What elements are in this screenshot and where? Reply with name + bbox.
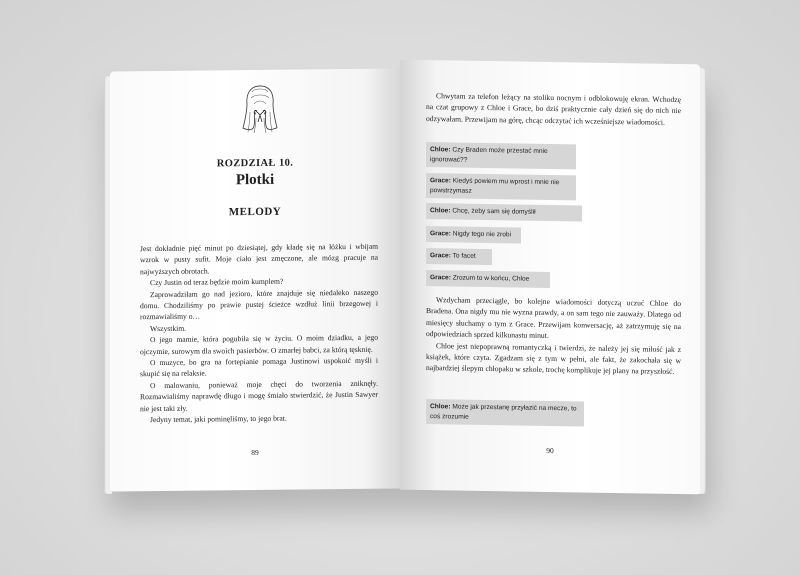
chat-sender: Chloe: [430, 403, 451, 411]
paragraph: Wzdycham przeciągle, bo kolejne wiadomości dotyczą uczuć Chloe do Bradena. Ona nigdy mu nie wyzna prawdy, a on sam tego nie zauważy. Dlatego od miesięcy słuchamy o tym z Grace. Przewijam konwersację, aż zatrzymuję się na odpowiedziach sprzed kilkunastu minut. [426, 295, 681, 341]
chat-text: Zrozum to w końcu, Chloe [452, 274, 530, 283]
chat-text: Czy Braden może przestać mnie ignorować?? [430, 146, 548, 164]
paragraph: Czy Justin od teraz będzie moim kumplem? [150, 276, 284, 288]
chapter-number: ROZDZIAŁ 10. [216, 157, 294, 170]
chat-message [426, 142, 576, 169]
chat-sender: Chloe: [430, 146, 451, 154]
chat-sender: Chloe: [430, 207, 451, 215]
chat-message [426, 399, 584, 426]
chat-text: Może jak przestanę przyłazić na mecze, to coś zrozumie [430, 403, 577, 421]
narrator-name: MELODY [228, 205, 282, 219]
paragraph: Zaprowadziłam go nad jezioro, które znajduje się niedaleko naszego domu. Chodziliśmy po prawie pustej ścieżce wzdłuż linii brzegowej i rozmawialiśmy o… [140, 287, 378, 322]
paragraph: Chwytam za telefon leżący na stoliku nocnym i odblokowuję ekran. Wchodzę na czat grupowy z Chloe i Grace, bo dziś praktycznie cały dzień się do nich nie odzywałam. Przewijam na górę, chcąc odczytać ich wcześniejsze wiadomości. [426, 91, 681, 127]
right-page-intro [426, 90, 681, 128]
left-page-body [140, 241, 378, 426]
chat-sender: Grace: [430, 252, 451, 260]
chapter-title: Plotki [235, 171, 275, 189]
paragraph: O malowaniu, ponieważ moje chęci do tworzenia zniknęły. Rozmawialiśmy naprawdę długo i mogę śmiało stwierdzić, że Justin Sawyer nie jest taki zły. [140, 378, 378, 413]
chat-text: Nigdy tego nie zrobi [452, 230, 512, 239]
paragraph: Jedyny temat, jaki pominęliśmy, to jego brat. [150, 413, 287, 425]
paragraph: Chloe jest niepoprawną romantyczką i twierdzi, że należy jej się miłość jak z książek, które czyta. Zgadzam się z tym w pełni, ale fakt, że zakochała się w najbardziej ślepym chłopaku w szkole, trochę komplikuje jej plany na przyszłość. [426, 340, 681, 377]
chat-message [426, 226, 521, 243]
chat-message [426, 173, 576, 200]
paragraph: O jego mamie, która pogubiła się w życiu. O moim dziadku, a jego ojczymie, surowym dla swoich pasierbów. O zmarłej babci, za którą tęsknię. [140, 332, 378, 356]
open-book [95, 70, 715, 500]
paragraph: O muzyce, bo gra na fortepianie pomaga Justinowi uspokoić myśli i skupić się na relaksie. [140, 355, 378, 379]
chat-text: Chcę, żeby sam się domyślił [452, 207, 536, 216]
chat-text: To facet [452, 252, 476, 260]
chat-text: Kiedyś powiem mu wprost i mnie nie powstrzymasz [430, 177, 560, 195]
chat-message [426, 203, 582, 221]
girl-head-illustration-icon [240, 82, 280, 134]
right-page [400, 60, 700, 495]
page-number-right: 90 [546, 445, 554, 456]
chat-message [426, 270, 550, 287]
chat-sender: Grace: [430, 177, 451, 185]
right-page-middle [426, 294, 681, 378]
left-page [110, 68, 400, 491]
chat-sender: Grace: [430, 274, 451, 282]
chat-sender: Grace: [430, 230, 451, 238]
chat-message [426, 248, 492, 265]
page-number-left: 89 [251, 447, 259, 458]
paragraph: Jest dokładnie pięć minut po dziesiątej, gdy kładę się na łóżku i wbijam wzrok w pusty sufit. Moje ciało jest zmęczone, ale mózg pracuje na najwyższych obrotach. [140, 241, 378, 277]
paragraph: Wszystkim. [150, 323, 187, 333]
